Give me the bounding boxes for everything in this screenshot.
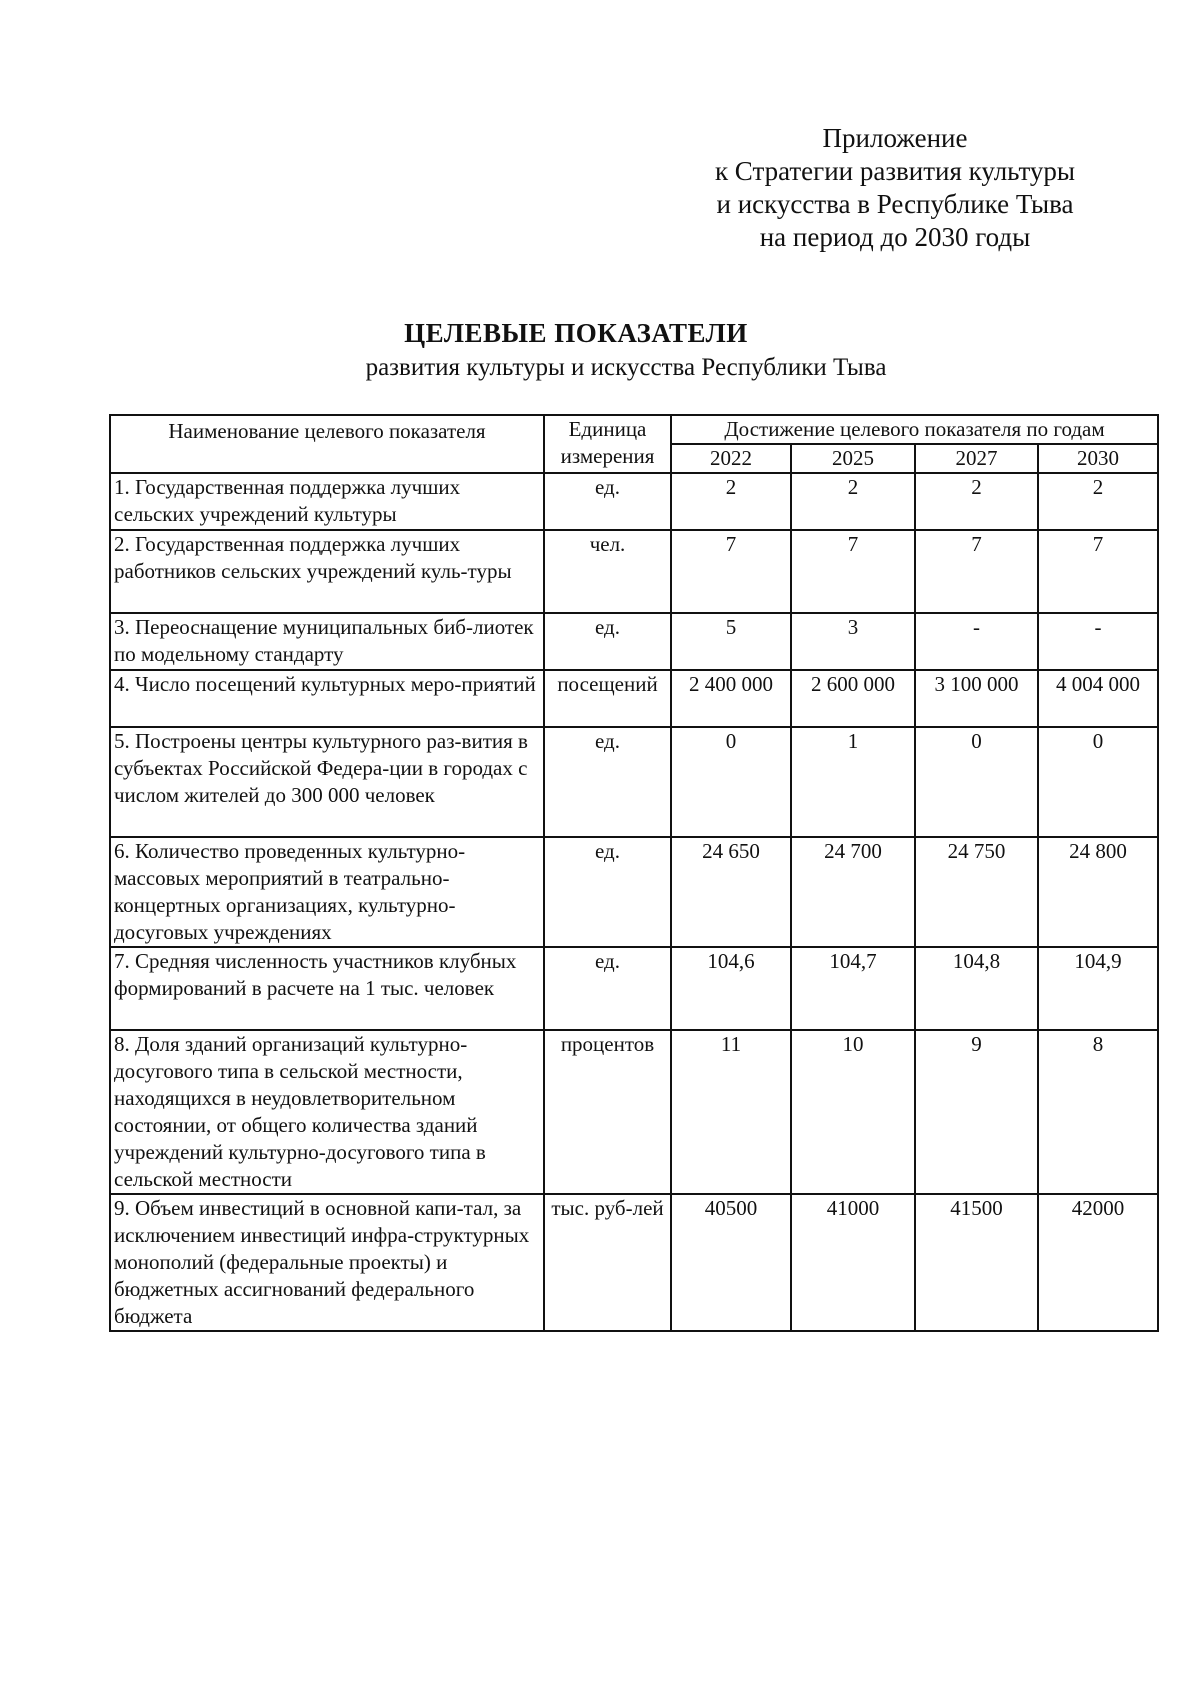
indicator-unit: чел. — [544, 530, 671, 613]
indicator-value-2022: 2 400 000 — [671, 670, 791, 727]
table-row — [110, 837, 1158, 947]
indicator-value-2025: 1 — [791, 727, 915, 837]
appendix-header — [660, 122, 1130, 254]
indicator-name: 6. Количество проведенных культурно-массовых мероприятий в театрально-концертных организациях, культурно-досуговых учреждениях — [110, 837, 544, 947]
table-row — [110, 1030, 1158, 1194]
indicator-unit: ед. — [544, 947, 671, 1030]
header-year: 2030 — [1038, 444, 1158, 473]
indicator-unit: ед. — [544, 473, 671, 530]
indicator-value-2025: 41000 — [791, 1194, 915, 1331]
indicator-value-2027: 0 — [915, 727, 1038, 837]
indicator-value-2030: 7 — [1038, 530, 1158, 613]
document-subtitle: развития культуры и искусства Республики Тыва — [365, 354, 887, 381]
table-row — [110, 947, 1158, 1030]
indicator-value-2030: 4 004 000 — [1038, 670, 1158, 727]
header-year: 2022 — [671, 444, 791, 473]
indicator-value-2030: 2 — [1038, 473, 1158, 530]
indicator-value-2027: 24 750 — [915, 837, 1038, 947]
indicator-value-2025: 3 — [791, 613, 915, 670]
table-row — [110, 727, 1158, 837]
header-unit-line: измерения — [560, 444, 655, 468]
indicator-name: 5. Построены центры культурного раз-вития в субъектах Российской Федера-ции в городах с числом жителей до 300 000 человек — [110, 727, 544, 837]
appendix-line: к Стратегии развития культуры — [714, 156, 1076, 186]
indicator-name: 7. Средняя численность участников клубных формирований в расчете на 1 тыс. человек — [110, 947, 544, 1030]
indicator-value-2027: 9 — [915, 1030, 1038, 1194]
table-row — [110, 473, 1158, 530]
indicator-value-2022: 24 650 — [671, 837, 791, 947]
indicator-unit: процентов — [544, 1030, 671, 1194]
indicator-value-2025: 10 — [791, 1030, 915, 1194]
indicator-value-2027: 2 — [915, 473, 1038, 530]
indicator-value-2027: - — [915, 613, 1038, 670]
table-header-row — [110, 415, 1158, 444]
indicator-value-2022: 104,6 — [671, 947, 791, 1030]
indicator-value-2030: 42000 — [1038, 1194, 1158, 1331]
indicator-value-2022: 11 — [671, 1030, 791, 1194]
indicator-value-2022: 5 — [671, 613, 791, 670]
indicator-name: 4. Число посещений культурных меро-приятий — [110, 670, 544, 727]
indicator-value-2030: 0 — [1038, 727, 1158, 837]
header-indicator-name: Наименование целевого показателя — [110, 415, 544, 473]
appendix-line: и искусства в Республике Тыва — [716, 189, 1074, 219]
table-row — [110, 613, 1158, 670]
header-unit — [544, 415, 671, 473]
indicator-unit: ед. — [544, 613, 671, 670]
indicator-value-2022: 2 — [671, 473, 791, 530]
indicator-value-2022: 7 — [671, 530, 791, 613]
table-row — [110, 530, 1158, 613]
indicator-name: 8. Доля зданий организаций культурно-досугового типа в сельской местности, находящихся в неудовлетворительном состоянии, от общего количества зданий учреждений культурно-досугового типа в сельской местности — [110, 1030, 544, 1194]
indicator-name: 1. Государственная поддержка лучших сельских учреждений культуры — [110, 473, 544, 530]
indicator-value-2025: 7 — [791, 530, 915, 613]
indicator-unit: ед. — [544, 727, 671, 837]
indicator-value-2022: 0 — [671, 727, 791, 837]
indicator-value-2030: 8 — [1038, 1030, 1158, 1194]
indicator-unit: тыс. руб-лей — [544, 1194, 671, 1331]
header-unit-line: Единица — [568, 417, 647, 441]
indicator-value-2027: 7 — [915, 530, 1038, 613]
indicator-value-2027: 104,8 — [915, 947, 1038, 1030]
document-title: ЦЕЛЕВЫЕ ПОКАЗАТЕЛИ — [404, 318, 748, 348]
indicator-value-2025: 104,7 — [791, 947, 915, 1030]
indicator-value-2027: 3 100 000 — [915, 670, 1038, 727]
header-year: 2027 — [915, 444, 1038, 473]
indicator-name: 3. Переоснащение муниципальных биб-лиотек по модельному стандарту — [110, 613, 544, 670]
indicator-name: 2. Государственная поддержка лучших работников сельских учреждений куль-туры — [110, 530, 544, 613]
indicator-value-2030: 104,9 — [1038, 947, 1158, 1030]
indicator-value-2030: - — [1038, 613, 1158, 670]
appendix-line: на период до 2030 годы — [759, 222, 1031, 252]
indicators-table — [109, 414, 1159, 1332]
indicator-unit: ед. — [544, 837, 671, 947]
indicator-value-2025: 24 700 — [791, 837, 915, 947]
header-year: 2025 — [791, 444, 915, 473]
appendix-line: Приложение — [822, 123, 968, 153]
header-years-group: Достижение целевого показателя по годам — [671, 415, 1158, 444]
indicator-value-2025: 2 600 000 — [791, 670, 915, 727]
indicator-value-2030: 24 800 — [1038, 837, 1158, 947]
table-row — [110, 670, 1158, 727]
indicator-value-2022: 40500 — [671, 1194, 791, 1331]
indicator-unit: посещений — [544, 670, 671, 727]
indicator-name: 9. Объем инвестиций в основной капи-тал, за исключением инвестиций инфра-структурных монополий (федеральные проекты) и бюджетных ассигнований федерального бюджета — [110, 1194, 544, 1331]
table-row — [110, 1194, 1158, 1331]
indicator-value-2027: 41500 — [915, 1194, 1038, 1331]
indicator-value-2025: 2 — [791, 473, 915, 530]
